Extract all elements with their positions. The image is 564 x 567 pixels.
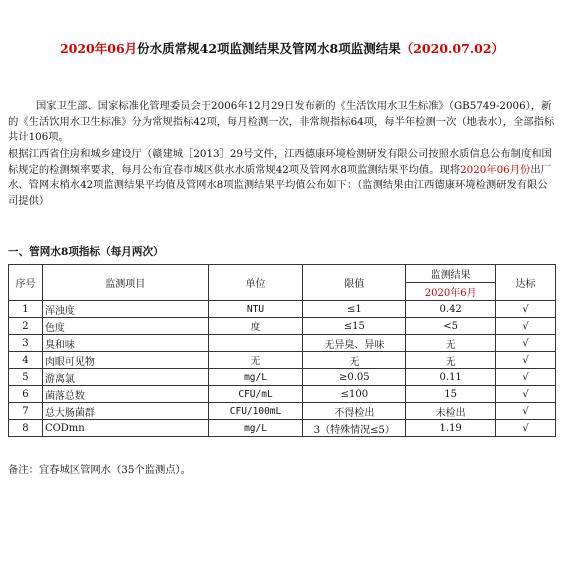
cell-result: <5	[406, 318, 496, 335]
cell-seq: 8	[9, 420, 43, 437]
cell-ok: √	[496, 318, 556, 335]
section-title: 一、管网水8项指标（每月两次）	[8, 246, 164, 258]
intro-paragraph-2	[8, 147, 556, 209]
cell-seq: 6	[9, 386, 43, 403]
cell-unit: 无	[208, 352, 303, 369]
cell-seq: 3	[9, 335, 43, 352]
table-header-row	[9, 265, 556, 283]
cell-seq: 5	[9, 369, 43, 386]
cell-item: 臭和味	[42, 335, 208, 352]
cell-result: 无	[406, 335, 496, 352]
table-row	[9, 403, 556, 420]
cell-result: 无	[406, 352, 496, 369]
title-date: 2020年06月	[59, 41, 138, 56]
cell-result: 1.19	[406, 420, 496, 437]
table-row	[9, 318, 556, 335]
intro-p2-date: 2020年06月份	[460, 163, 531, 176]
table-row	[9, 335, 556, 352]
table-row	[9, 369, 556, 386]
cell-ok: √	[496, 369, 556, 386]
header-seq: 序号	[9, 265, 43, 301]
cell-item: 色度	[42, 318, 208, 335]
cell-unit: mg/L	[208, 369, 303, 386]
cell-ok: √	[496, 352, 556, 369]
cell-item: 总大肠菌群	[42, 403, 208, 420]
intro-paragraph-1: 国家卫生部、国家标准化管理委员会于2006年12月29日发布新的《生活饮用水卫生标准》（GB5749-2006），新的《生活饮用水卫生标准》分为常规指标42项，每月检测一次，非常规指标64项，每半年检测一次（地表水），全部指标共计106项。	[8, 100, 555, 144]
cell-unit: 度	[208, 318, 303, 335]
cell-limit: 无异臭、异味	[303, 335, 406, 352]
table-body	[9, 301, 556, 437]
cell-limit: 无	[303, 352, 406, 369]
cell-unit	[208, 335, 303, 352]
cell-limit: ≤100	[303, 386, 406, 403]
header-result: 监测结果	[406, 265, 496, 283]
cell-result: 未检出	[406, 403, 496, 420]
header-item: 监测项目	[42, 265, 208, 301]
cell-item: 肉眼可见物	[42, 352, 208, 369]
intro-p2-part-a: 根据江西省住房和城乡建设厅（赣建城［2013］29号文件，江西德康环境检测研发有限公司按照水质信息公布制度和国标规定的检测频率要求，每月公布宜春市城区供水水质常规42项及管网水8项监测结果平均值。现将	[8, 148, 552, 176]
cell-ok: √	[496, 301, 556, 318]
table-row	[9, 386, 556, 403]
cell-result: 0.11	[406, 369, 496, 386]
cell-result: 0.42	[406, 301, 496, 318]
cell-item: 浑浊度	[42, 301, 208, 318]
cell-ok: √	[496, 420, 556, 437]
table-row	[9, 352, 556, 369]
header-limit: 限值	[303, 265, 406, 301]
cell-ok: √	[496, 386, 556, 403]
title-main: 份水质常规42项监测结果及管网水8项监测结果	[137, 41, 401, 56]
footnote: 备注：宜春城区管网水（35个监测点）。	[8, 464, 191, 476]
cell-limit: 不得检出	[303, 403, 406, 420]
cell-item: 菌落总数	[42, 386, 208, 403]
table-row	[9, 301, 556, 318]
cell-unit: CFU/mL	[208, 386, 303, 403]
cell-ok: √	[496, 335, 556, 352]
cell-limit: ≤15	[303, 318, 406, 335]
header-result-date: 2020年6月	[406, 283, 496, 301]
cell-seq: 7	[9, 403, 43, 420]
cell-seq: 2	[9, 318, 43, 335]
cell-unit: NTU	[208, 301, 303, 318]
cell-result: 15	[406, 386, 496, 403]
cell-ok: √	[496, 403, 556, 420]
cell-unit: mg/L	[208, 420, 303, 437]
cell-item: CODmn	[42, 420, 208, 437]
cell-limit: ≥0.05	[303, 369, 406, 386]
cell-limit: ≤1	[303, 301, 406, 318]
cell-seq: 4	[9, 352, 43, 369]
title-publish-date: （2020.07.02）	[400, 41, 505, 56]
cell-item: 游离氯	[42, 369, 208, 386]
table-row	[9, 420, 556, 437]
header-ok: 达标	[496, 265, 556, 301]
results-table	[8, 264, 556, 437]
cell-unit: CFU/100mL	[208, 403, 303, 420]
intro-p2-part-b: 出厂水、管网末梢水42项监测结果平均值及管网水8项监测结果平均值公布如下：（监测结果由江西德康环境检测研发有限公司提供）	[8, 163, 551, 207]
page-title	[0, 39, 564, 57]
header-unit: 单位	[208, 265, 303, 301]
cell-limit: 3（特殊情况≤5）	[303, 420, 406, 437]
cell-seq: 1	[9, 301, 43, 318]
